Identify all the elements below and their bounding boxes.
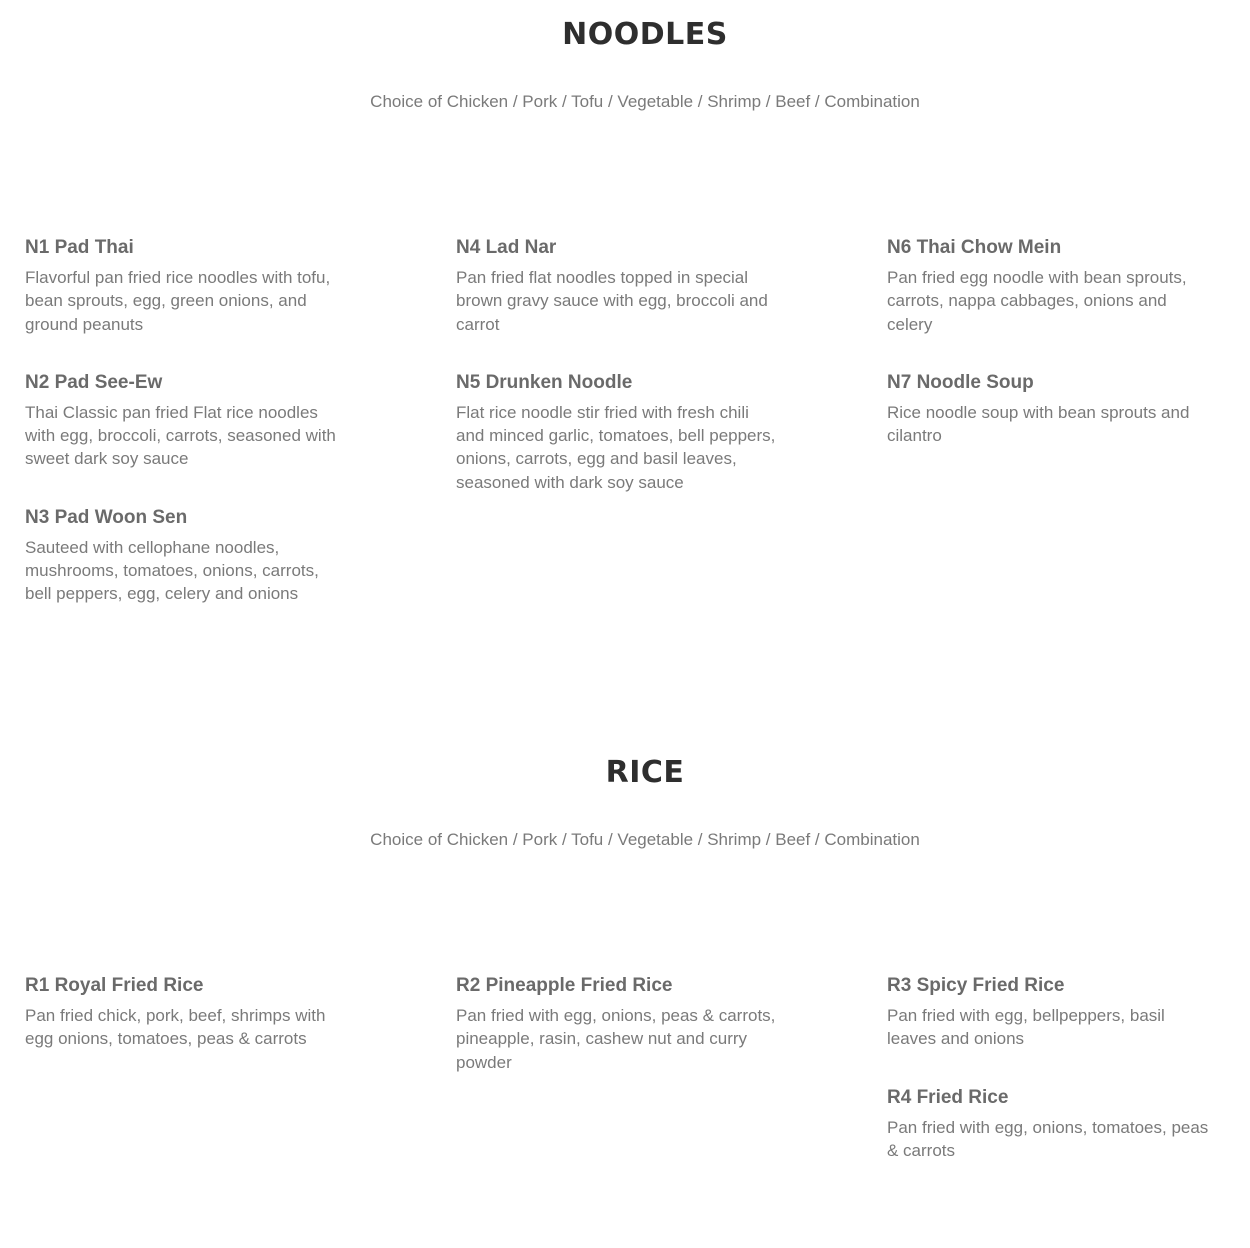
menu-item-name: N2 Pad See-Ew [25, 371, 163, 393]
noodles-column-1 [25, 236, 355, 641]
rice-title: RICE [605, 755, 685, 790]
noodles-column-2 [456, 236, 786, 529]
menu-item [887, 1086, 1217, 1163]
menu-item [887, 236, 1217, 336]
menu-item-description: Flavorful pan fried rice noodles with tofu, bean sprouts, egg, green onions, and ground peanuts [25, 268, 331, 334]
rice-subtitle: Choice of Chicken / Pork / Tofu / Vegetable / Shrimp / Beef / Combination [370, 830, 920, 849]
menu-item [25, 236, 355, 336]
menu-item-description: Pan fried flat noodles topped in special brown gravy sauce with egg, broccoli and carrot [456, 268, 768, 334]
menu-item-name: R3 Spicy Fried Rice [887, 975, 1065, 996]
menu-item-description: Pan fried with egg, onions, peas & carrots, pineapple, rasin, cashew nut and curry powder [456, 1006, 776, 1072]
menu-item-name: N4 Lad Nar [456, 237, 557, 258]
menu-item-name: N1 Pad Thai [25, 237, 134, 258]
rice-column-3 [887, 974, 1217, 1197]
rice-column-1 [25, 974, 355, 1086]
noodles-column-3 [887, 236, 1217, 482]
menu-item-description: Pan fried with egg, onions, tomatoes, peas & carrots [887, 1117, 1209, 1160]
menu-item-name: N5 Drunken Noodle [456, 371, 633, 393]
menu-item [25, 506, 355, 606]
menu-item-description: Pan fried egg noodle with bean sprouts, carrots, nappa cabbages, onions and celery [887, 268, 1187, 334]
menu-item [25, 974, 355, 1051]
menu-item-description: Pan fried with egg, bellpeppers, basil leaves and onions [887, 1006, 1165, 1049]
menu-item [456, 371, 786, 494]
menu-item [887, 974, 1217, 1051]
menu-item [887, 371, 1217, 448]
menu-item-description: Sauteed with cellophane noodles, mushrooms, tomatoes, onions, carrots, bell peppers, egg, celery and onions [25, 537, 319, 604]
menu-item-name: N6 Thai Chow Mein [887, 237, 1062, 258]
noodles-title: NOODLES [562, 17, 728, 52]
menu-item-description: Pan fried chick, pork, beef, shrimps with egg onions, tomatoes, peas & carrots [25, 1006, 326, 1049]
menu-item-name: N7 Noodle Soup [887, 371, 1034, 393]
menu-item-name: R2 Pineapple Fried Rice [456, 975, 673, 996]
menu-item [25, 371, 355, 471]
menu-item-description: Thai Classic pan fried Flat rice noodles with egg, broccoli, carrots, seasoned with sweet dark soy sauce [25, 402, 336, 469]
menu-item-description: Rice noodle soup with bean sprouts and cilantro [887, 402, 1190, 446]
rice-column-2 [456, 974, 786, 1109]
menu-item-name: N3 Pad Woon Sen [25, 506, 188, 528]
menu-item-name: R4 Fried Rice [887, 1086, 1009, 1108]
menu-item [456, 236, 786, 336]
menu-item [456, 974, 786, 1074]
menu-item-description: Flat rice noodle stir fried with fresh chili and minced garlic, tomatoes, bell peppers, onions, carrots, egg and basil leaves, seasoned with dark soy sauce [456, 402, 776, 492]
noodles-subtitle: Choice of Chicken / Pork / Tofu / Vegetable / Shrimp / Beef / Combination [370, 92, 920, 111]
menu-item-name: R1 Royal Fried Rice [25, 975, 204, 996]
